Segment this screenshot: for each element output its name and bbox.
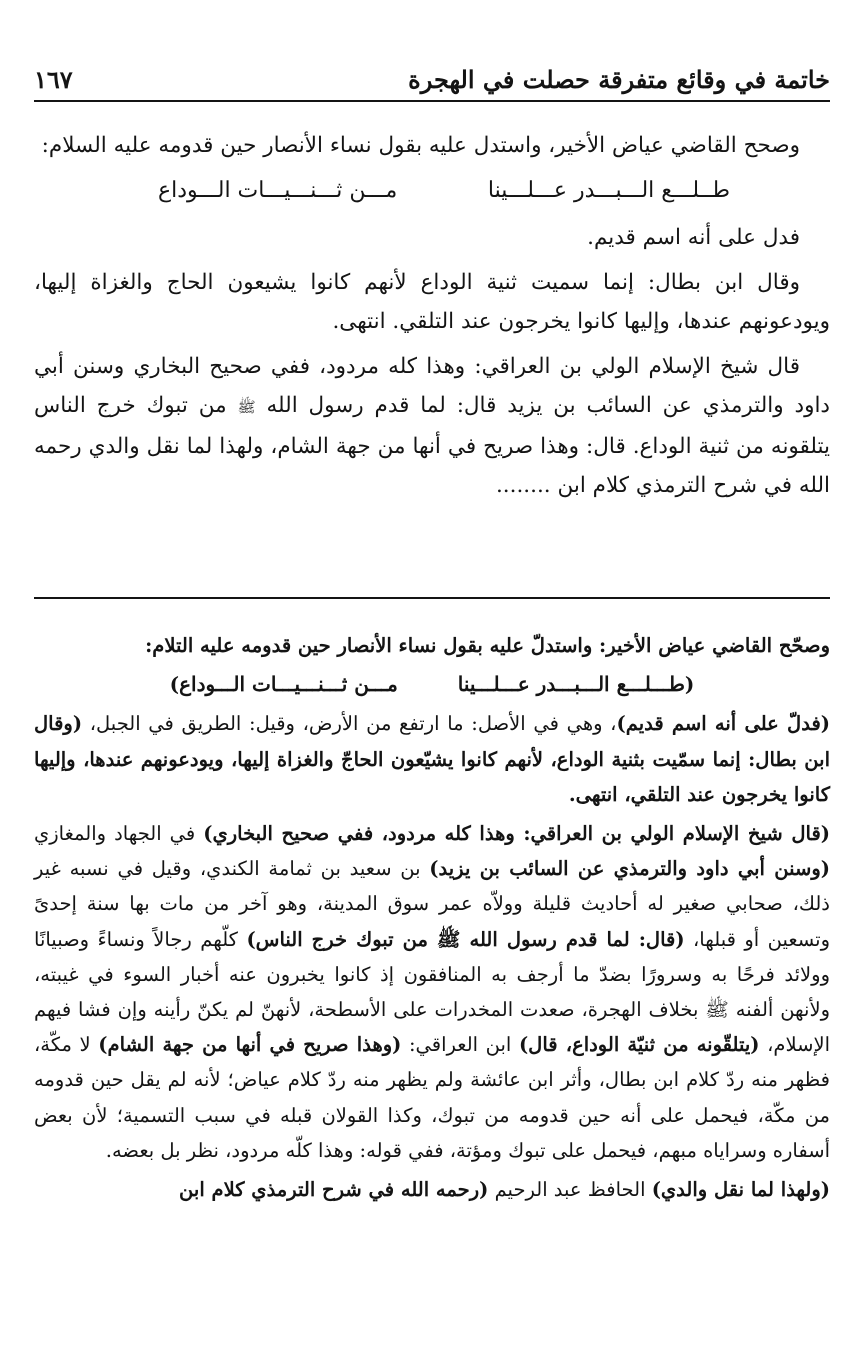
main-paragraph-4-part-1: قال شيخ الإسلام الولي بن العراقي: وهذا كله مردود، ففي صحيح البخاري وسنن أبي داود والترمذي عن السائب بن يزيد قال: لما قدم رسول الله — [34, 354, 830, 418]
running-title: خاتمة في وقائع متفرقة حصلت في الهجرة — [408, 65, 830, 94]
main-text — [34, 126, 830, 511]
commentary-c4h: ابن العراقي: — [408, 1033, 512, 1057]
commentary-c4c: (وسنن أبي داود والترمذي عن السائب بن يزيد) — [429, 857, 831, 881]
commentary-c5a: (ولهذا لما نقل والدي) — [651, 1178, 830, 1202]
commentary-paragraph-1 — [34, 628, 830, 663]
footnote-divider — [34, 597, 830, 599]
commentary-c3-bold: (وقال ابن بطال: إنما سمّيت بثنية الوداع، لأنهم كانوا يشيّعون الحاجّ والغزاة إليها، ويودعونهم عندها، وإليها كانوا يخرجون عند التلقي، انتهى. — [34, 712, 830, 806]
poem-verse — [34, 171, 830, 210]
commentary-c4g: (يتلقّونه من ثنيّة الوداع، قال) — [518, 1033, 760, 1057]
book-page — [34, 0, 830, 1359]
commentary-c4d: بن سعيد بن ثمامة الكندي، وقيل في نسبه غير ذلك، صحابي صغير له أحاديث قليلة وولاّه عمر سوق المدينة، وهو آخر من مات بها سنة إحدىً وتسعين أو قبلها، — [34, 857, 830, 951]
main-paragraph-2: فدل على أنه اسم قديم. — [587, 225, 800, 250]
commentary-paragraph-3 — [34, 816, 830, 1168]
page-number: ١٦٧ — [34, 65, 73, 94]
commentary-c5c: (رحمه الله في شرح الترمذي كلام ابن — [179, 1178, 489, 1202]
commentary-c2-bold: (فدلّ على أنه اسم قديم) — [616, 712, 830, 736]
main-paragraph-4-part-2: من تبوك خرج الناس يتلقونه من ثنية الوداع. قال: وهذا صريح في أنها من جهة الشام، ولهذا لما نقل والدي رحمه الله في شرح الترمذي كلام ابن — [34, 393, 830, 498]
verse-hemistich-1: طــلـــع الـــبـــدر عـــلـــينا — [487, 178, 730, 203]
commentary-c5b: الحافظ عبد الرحيم — [494, 1178, 646, 1202]
main-paragraph-3: وقال ابن بطال: إنما سميت ثنية الوداع لأنهم كانوا يشيعون الحاج والغزاة إليها، ويودعونهم عندها، وإليها كانوا يخرجون عند التلقي. انتهى. — [34, 270, 830, 334]
salawat-ligature-icon: ﷺ — [237, 398, 256, 416]
page-header — [34, 54, 830, 102]
commentary-c4j: لا مكّة، فظهر منه ردّ كلام ابن بطال، وأثر ابن عائشة ولم يظهر منه ردّ كلام عياض؛ لأنه لم يقل حين قدومه من مكّة، فيحمل على أنه حين قدومه من تبوك، وكذا القولان قبله في سبب التسمية؛ لأن بعض أسفاره وسراياه مبهم، فيحمل على تبوك ومؤتة، ففي قوله: وهذا كلّه مردود، نظر بل بعضه. — [34, 1033, 830, 1162]
commentary-verse-1: (طـــلـــع الـــبـــدر عـــلـــينا — [457, 672, 695, 697]
commentary-text — [34, 628, 830, 1211]
main-paragraph-4 — [34, 347, 830, 505]
commentary-verse — [34, 667, 830, 702]
commentary-c4i: (وهذا صريح في أنها من جهة الشام) — [98, 1033, 402, 1057]
continuation-dots: ........ — [495, 473, 551, 498]
commentary-c2: ، وهي في الأصل: ما ارتفع من الأرض، وقيل: الطريق في الجبل، — [89, 712, 617, 736]
commentary-c4f: كلّهم رجالاً ونساءً وصبيانًا وولائد فرحًا به وسرورًا بضدّ ما أرجف به المنافقون إذ كانوا يخبرون عنه أخبار السوء في غيبته، ولأنهن ألفنه ﷺ بخلاف الهجرة، صعدت المخدرات على الأسطحة، لأنهنّ لم يكنّ رأينه وإن فشا فيهم الإسلام، — [34, 927, 831, 1057]
commentary-c4b: في الجهاد والمغازي — [34, 822, 196, 846]
commentary-paragraph-4 — [34, 1172, 830, 1207]
commentary-c4a: (قال شيخ الإسلام الولي بن العراقي: وهذا كله مردود، ففي صحيح البخاري) — [203, 822, 830, 846]
commentary-c4e: (قال: لما قدم رسول الله ﷺ من تبوك خرج الناس) — [246, 927, 685, 951]
verse-hemistich-2: مـــن ثـــنـــيـــات الـــوداع — [158, 178, 398, 203]
commentary-c1: وصحّح القاضي عياض الأخير: واستدلّ عليه بقول نساء الأنصار حين قدومه عليه التلام: — [145, 634, 830, 657]
commentary-paragraph-2 — [34, 706, 830, 812]
main-paragraph-1: وصحح القاضي عياض الأخير، واستدل عليه بقول نساء الأنصار حين قدومه عليه السلام: — [41, 133, 800, 158]
commentary-verse-2: مـــن ثـــنـــيـــات الـــوداع) — [169, 672, 398, 697]
